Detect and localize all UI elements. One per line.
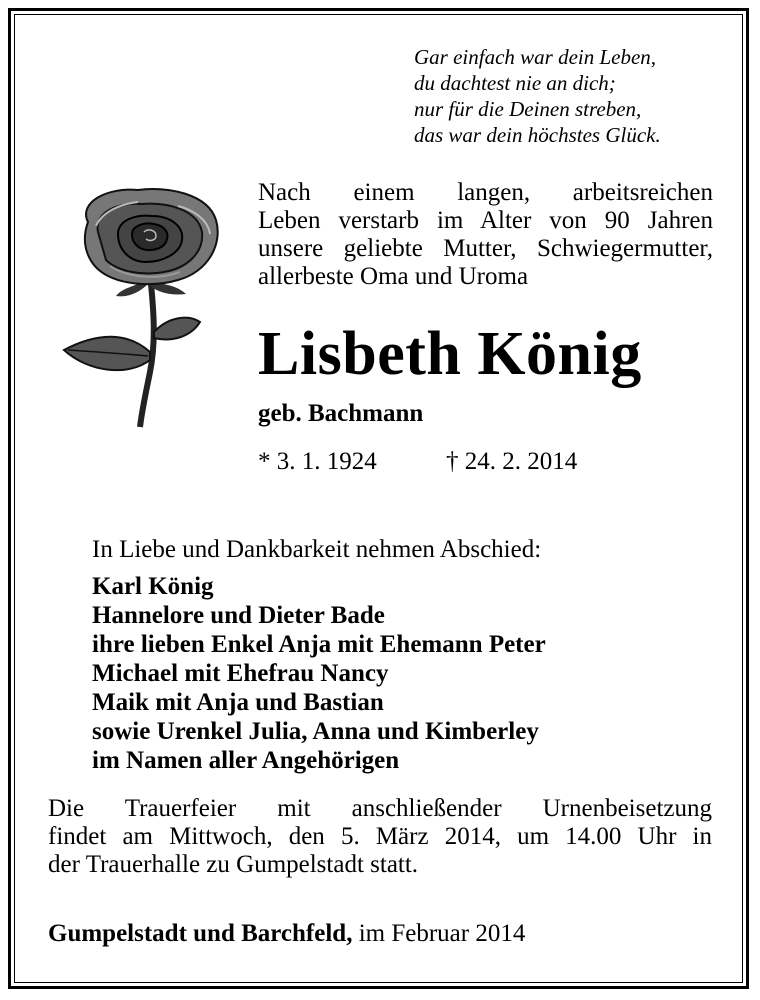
poem-line: du dachtest nie an dich;: [414, 71, 616, 95]
intro-line: allerbeste Oma und Uroma: [258, 263, 529, 290]
service-info: [48, 795, 712, 879]
death-date: † 24. 2. 2014: [446, 448, 578, 475]
mourner: ihre lieben Enkel Anja mit Ehemann Peter: [92, 631, 546, 658]
signature-places: Gumpelstadt und Barchfeld,: [48, 920, 353, 947]
rose-icon: [58, 182, 228, 432]
mourner: Michael mit Ehefrau Nancy: [92, 660, 389, 687]
mourners-list: [92, 572, 546, 775]
mourner: Hannelore und Dieter Bade: [92, 602, 385, 629]
signature-date: im Februar 2014: [352, 920, 526, 947]
birth-date: * 3. 1. 1924: [258, 448, 377, 475]
farewell-intro: In Liebe und Dankbarkeit nehmen Abschied:: [92, 536, 542, 563]
poem-line: das war dein höchstes Glück.: [414, 123, 661, 147]
life-dates: [258, 448, 578, 476]
intro-line: unsere geliebte Mutter, Schwiegermutter,: [258, 235, 713, 262]
deceased-name: Lisbeth König: [258, 320, 642, 388]
intro-line: Nach einem langen, arbeitsreichen: [258, 179, 713, 206]
mourner: sowie Urenkel Julia, Anna und Kimberley: [92, 718, 539, 745]
intro-text: [258, 179, 713, 291]
mourner: Maik mit Anja und Bastian: [92, 689, 384, 716]
service-line: findet am Mittwoch, den 5. März 2014, um 14.00 Uhr in: [48, 823, 712, 850]
poem: [414, 44, 661, 148]
service-line: der Trauerhalle zu Gumpelstadt statt.: [48, 851, 419, 878]
poem-line: nur für die Deinen streben,: [414, 97, 642, 121]
intro-line: Leben verstarb im Alter von 90 Jahren: [258, 207, 713, 234]
mourner: Karl König: [92, 573, 214, 600]
signature: [48, 920, 525, 948]
birth-name: geb. Bachmann: [258, 400, 424, 427]
service-line: Die Trauerfeier mit anschließender Urnenbeisetzung: [48, 795, 712, 822]
mourner: im Namen aller Angehörigen: [92, 747, 400, 774]
poem-line: Gar einfach war dein Leben,: [414, 45, 657, 69]
